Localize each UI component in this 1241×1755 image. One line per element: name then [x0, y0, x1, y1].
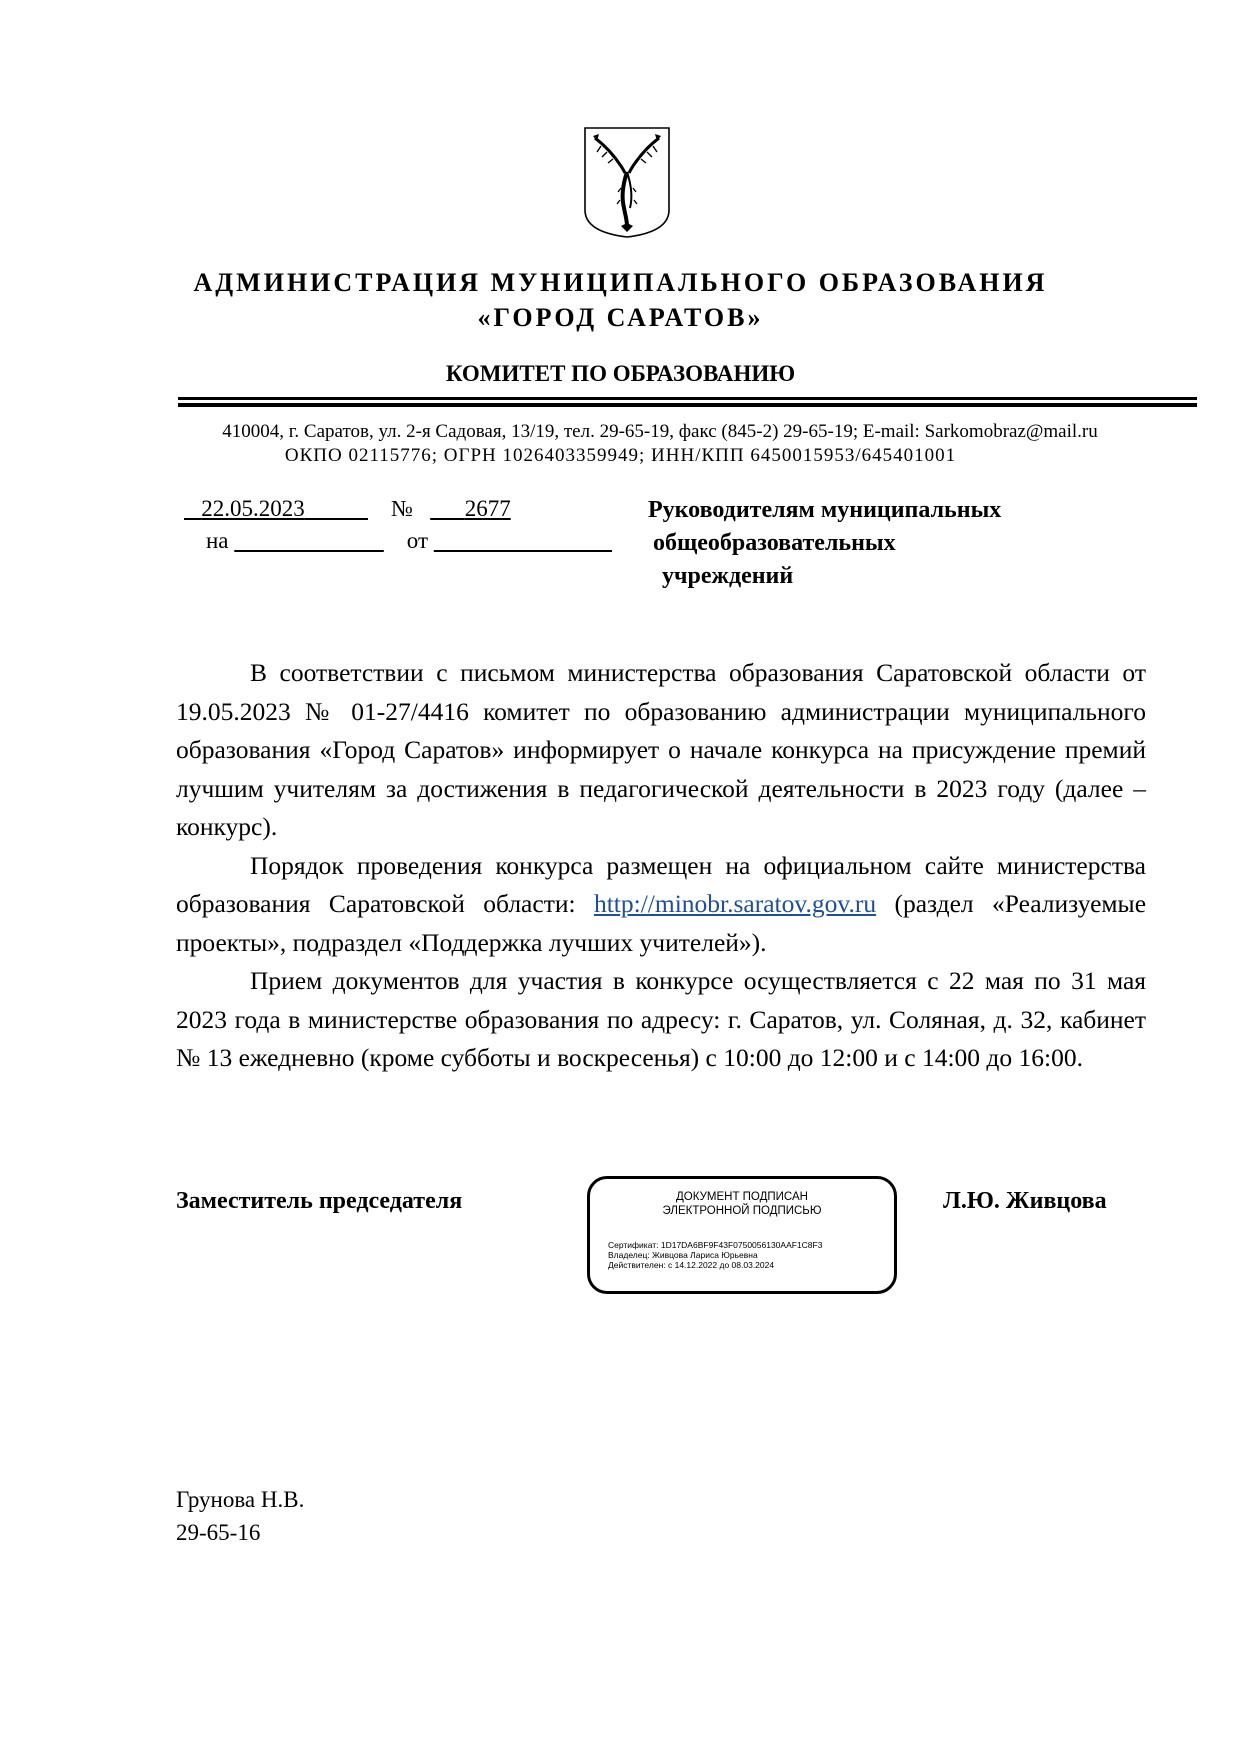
stamp-heading: ЭЛЕКТРОННОЙ ПОДПИСЬЮ: [662, 1205, 822, 1217]
header-divider-thick: [178, 403, 1197, 407]
reply-to-label: на: [206, 528, 229, 553]
addressee-line: общеобразовательных: [653, 530, 896, 556]
addressee-line: учреждений: [662, 563, 794, 589]
registration-number: 2677: [464, 496, 511, 521]
addressee-block: [648, 494, 1001, 593]
registration-date-field: [184, 496, 368, 521]
signatory-title: Заместитель председателя: [176, 1188, 463, 1214]
coat-of-arms-emblem: [583, 126, 671, 239]
registration-number-label: №: [391, 496, 413, 521]
addressee-line: Руководителям муниципальных: [648, 497, 1002, 523]
signatory-name: Л.Ю. Живцова: [943, 1188, 1107, 1214]
paragraph-text: Порядок проведения конкурса размещен на официальном сайте министерства образования Саратовской области:: [176, 850, 1146, 918]
body-paragraph: В соответствии с письмом министерства образования Саратовской области от 19.05.2023 № 01-27/4416 комитет по образованию администрации муниципального образования «Город Саратов» информирует о начале конкурса на присуждение премий лучшим учителям за достижения в педагогической деятельности в 2023 году (далее – конкурс).: [176, 658, 1146, 841]
department-name: КОМИТЕТ ПО ОБРАЗОВАНИЮ: [445, 361, 796, 386]
paragraph-text: (раздел «Реализуемые проекты», подраздел «Поддержка лучших учителей»).: [176, 889, 1147, 957]
organization-city: «ГОРОД САРАТОВ»: [477, 303, 764, 332]
reply-reference-row: [206, 528, 612, 554]
ministry-website-link[interactable]: http://minobr.saratov.gov.ru: [593, 889, 877, 918]
registration-date: 22.05.2023: [201, 496, 305, 521]
body-paragraph: Прием документов для участия в конкурсе осуществляется с 22 мая по 31 мая 2023 года в министерстве образования по адресу: г. Саратов, ул. Соляная, д. 32, кабинет № 13 ежедневно (кроме субботы и воскресенья) с 10:00 до 12:00 и с 14:00 до 16:00.: [176, 966, 1146, 1072]
registration-date-row: [184, 496, 511, 522]
body-paragraph: [176, 847, 1146, 963]
executor-name: Грунова Н.В.: [176, 1487, 305, 1512]
letter-body: [176, 654, 1146, 1078]
header-divider-thin: [178, 397, 1197, 400]
executor-phone: 29-65-16: [176, 1520, 261, 1545]
electronic-signature-stamp: [587, 1176, 897, 1294]
stamp-validity: Действителен: с 14.12.2022 до 08.03.2024: [608, 1260, 775, 1270]
reply-from-label: от: [406, 528, 429, 553]
reply-from-date-field: [434, 528, 612, 553]
organization-requisites: ОКПО 02115776; ОГРН 1026403359949; ИНН/КПП 6450015953/645401001: [284, 445, 957, 466]
contact-address: 410004, г. Саратов, ул. 2-я Садовая, 13/19, тел. 29-65-19, факс (845-2) 29-65-19; E-mail: Sarkomobraz@mail.ru: [222, 421, 1098, 442]
organization-name: АДМИНИСТРАЦИЯ МУНИЦИПАЛЬНОГО ОБРАЗОВАНИЯ: [193, 268, 1048, 297]
stamp-owner: Владелец: Живцова Лариса Юрьевна: [608, 1250, 758, 1260]
reply-to-number-field: [234, 528, 384, 553]
stamp-heading: ДОКУМЕНТ ПОДПИСАН: [676, 1191, 808, 1203]
stamp-certificate: Сертификат: 1D17DA6BF9F43F0750056130AAF1C8F3: [608, 1240, 823, 1250]
registration-number-field: [430, 496, 511, 521]
